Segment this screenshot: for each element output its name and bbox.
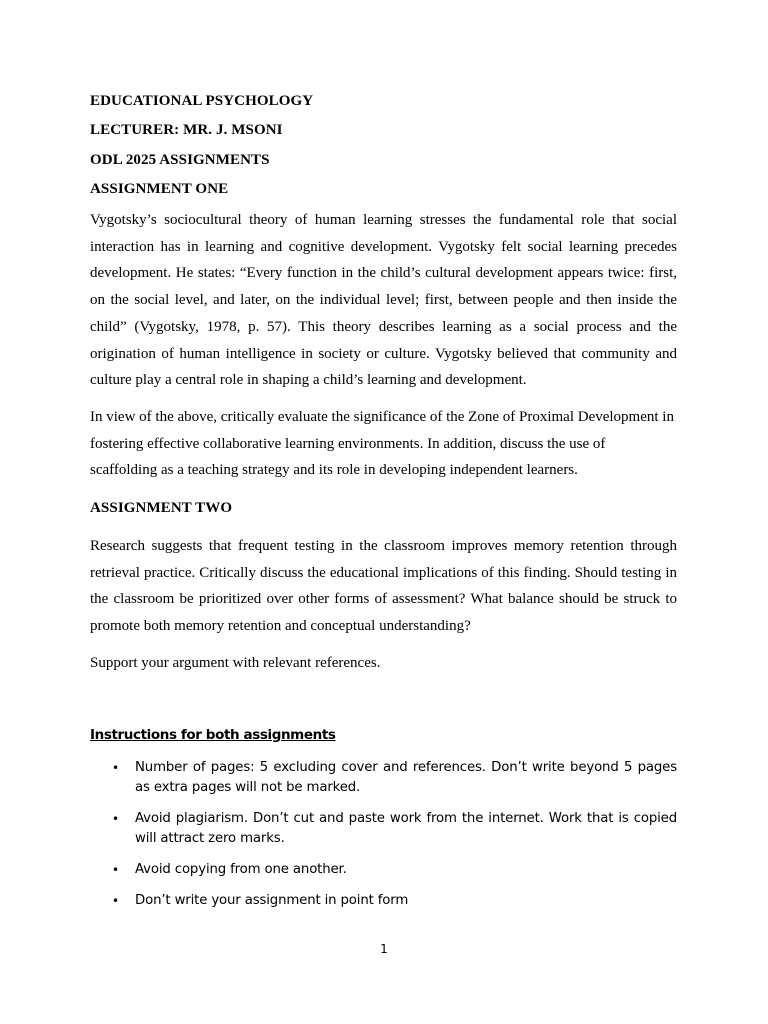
instructions-list	[90, 758, 677, 922]
bullet-icon: •	[112, 894, 119, 908]
assignment-one-paragraph-2	[90, 404, 677, 484]
instructions-heading: Instructions for both assignments	[90, 727, 336, 743]
lecturer-line: LECTURER: MR. J. MSONI	[90, 122, 283, 138]
list-item	[90, 860, 677, 880]
assignment-one-heading: ASSIGNMENT ONE	[90, 181, 229, 197]
bullet-icon: •	[112, 863, 119, 877]
list-item-text: Number of pages: 5 excluding cover and references. Don’t write beyond 5 pages as extra pages will not be marked.	[135, 760, 677, 795]
page-number: 1	[380, 942, 388, 956]
list-item	[90, 809, 677, 849]
assignment-one-paragraph-1: Vygotsky’s sociocultural theory of human learning stresses the fundamental role that social interaction has in learning and cognitive development. Vygotsky felt social learning precedes development. He states: “Every function in the child’s cultural development appears twice: first, on the social level, and later, on the individual level; first, between people and then inside the child” (Vygotsky, 1978, p. 57). This theory describes learning as a social process and the origination of human intelligence in society or culture. Vygotsky believed that community and culture play a central role in shaping a child’s learning and development.	[90, 212, 677, 389]
assignment-one-paragraph-2-line: fostering effective collaborative learning environments. In addition, discuss the use of	[90, 435, 606, 452]
bullet-icon: •	[112, 812, 119, 826]
course-title: EDUCATIONAL PSYCHOLOGY	[90, 93, 314, 109]
assignment-one-paragraph-2-line: In view of the above, critically evaluate the significance of the Zone of Proximal Development in	[90, 409, 674, 425]
list-item-text: Avoid copying from one another.	[135, 862, 347, 877]
list-item	[90, 758, 677, 798]
assignment-two-heading: ASSIGNMENT TWO	[90, 500, 233, 516]
bullet-icon: •	[112, 761, 119, 775]
list-item-text: Don’t write your assignment in point form	[135, 893, 409, 908]
assignments-title: ODL 2025 ASSIGNMENTS	[90, 152, 270, 168]
list-item-text: Avoid plagiarism. Don’t cut and paste work from the internet. Work that is copied will attract zero marks.	[135, 811, 677, 846]
assignment-two-paragraph-2: Support your argument with relevant references.	[90, 655, 381, 671]
assignment-one-paragraph-2-line: scaffolding as a teaching strategy and its role in developing independent learners.	[90, 462, 578, 479]
assignment-two-paragraph-1: Research suggests that frequent testing in the classroom improves memory retention through retrieval practice. Critically discuss the educational implications of this finding. Should testing in the classroom be prioritized over other forms of assessment? What balance should be struck to promote both memory retention and conceptual understanding?	[90, 538, 677, 635]
list-item	[90, 891, 677, 911]
